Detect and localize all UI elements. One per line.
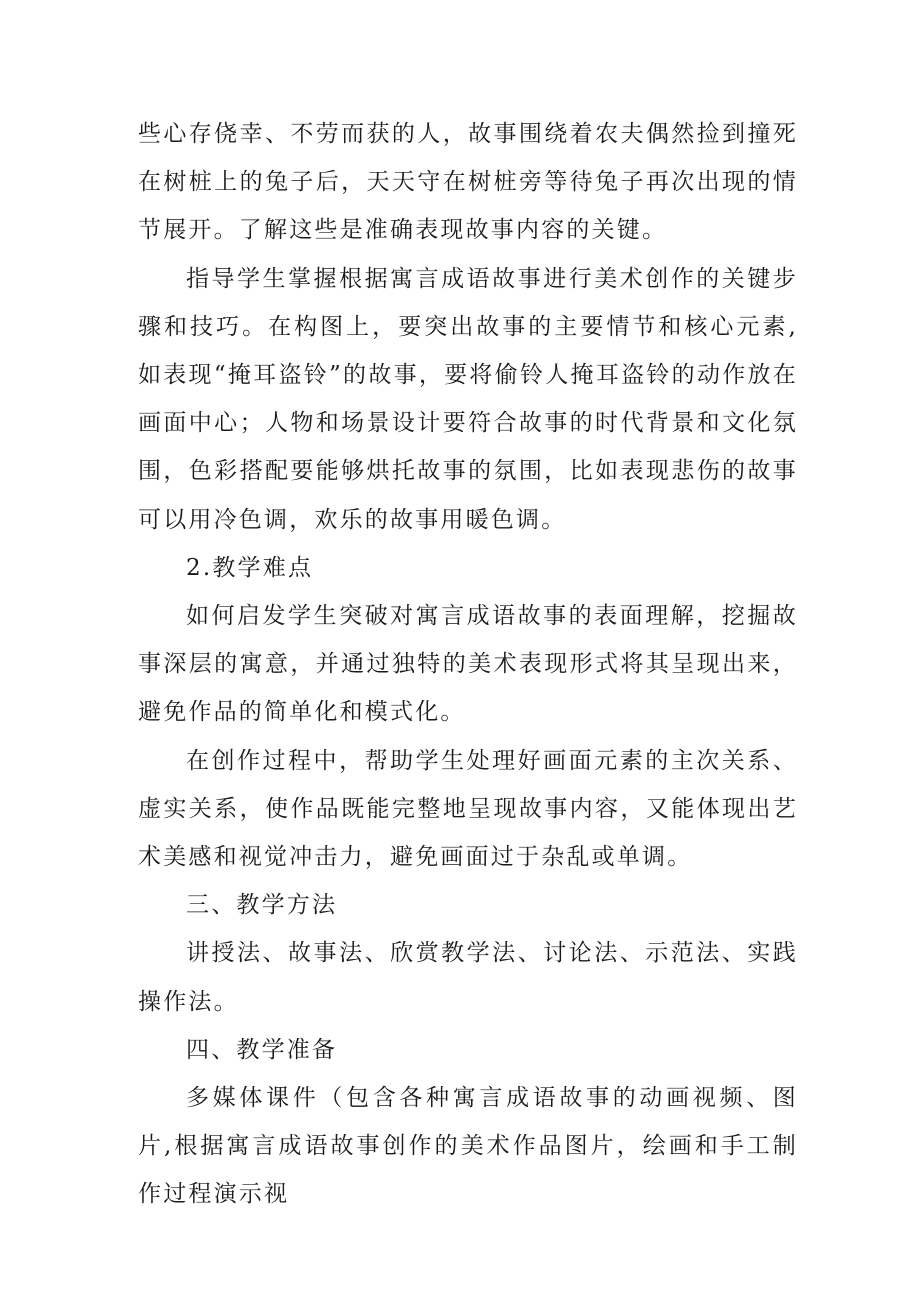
paragraph-teaching-methods: 讲授法、故事法、欣赏教学法、讨论法、示范法、实践操作法。 <box>138 940 798 1015</box>
paragraph-fable-context: 些心存侥幸、不劳而获的人，故事围绕着农夫偶然捡到撞死在树桩上的兔子后，天天守在树桩旁等待兔子再次出现的情节展开。了解这些是准确表现故事内容的关键。 <box>138 121 798 244</box>
heading-teaching-methods: 三、教学方法 <box>186 892 338 919</box>
paragraph-creation-guidance: 指导学生掌握根据寓言成语故事进行美术创作的关键步骤和技巧。在构图上，要突出故事的主要情节和核心元素,如表现“掩耳盗铃”的故事，要将偷铃人掩耳盗铃的动作放在画面中心；人物和场景设计要符合故事的时代背景和文化氛围，色彩搭配要能够烘托故事的氛围，比如表现悲伤的故事可以用冷色调，欢乐的故事用暖色调。 <box>138 265 798 533</box>
paragraph-teaching-preparation: 多媒体课件（包含各种寓言成语故事的动画视频、图片,根据寓言成语故事创作的美术作品图片，绘画和手工制作过程演示视 <box>138 1085 798 1208</box>
paragraph-difficulty-understanding: 如何启发学生突破对寓言成语故事的表面理解，挖掘故事深层的寓意，并通过独特的美术表现形式将其呈现出来，避免作品的简单化和模式化。 <box>138 603 798 726</box>
heading-teaching-difficulty: 2.教学难点 <box>186 554 314 581</box>
paragraph-difficulty-composition: 在创作过程中，帮助学生处理好画面元素的主次关系、虚实关系，使作品既能完整地呈现故事内容，又能体现出艺术美感和视觉冲击力，避免画面过于杂乱或单调。 <box>138 747 798 871</box>
heading-teaching-preparation: 四、教学准备 <box>186 1036 338 1063</box>
document-body <box>138 110 798 1219</box>
